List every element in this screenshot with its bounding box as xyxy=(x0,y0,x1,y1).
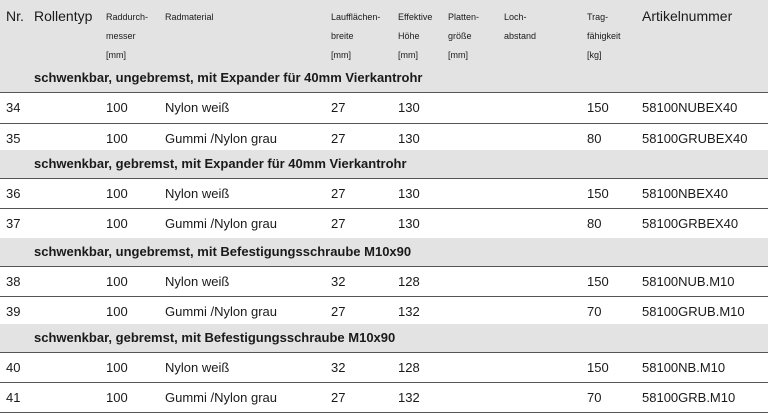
table-header xyxy=(0,0,768,64)
cell-material: Nylon weiß xyxy=(165,360,230,375)
cell-hoehe: 130 xyxy=(398,131,420,146)
cell-nr: 34 xyxy=(6,100,21,115)
section-title: schwenkbar, ungebremst, mit Expander für 40mm Vierkantrohr xyxy=(34,70,423,85)
cell-hoehe: 130 xyxy=(398,100,420,115)
header-effektive-hoehe-line: Höhe xyxy=(398,31,420,41)
header-effektive-hoehe xyxy=(398,8,432,65)
cell-hoehe: 128 xyxy=(398,274,420,289)
cell-artikel: 58100GRBEX40 xyxy=(642,216,739,231)
header-plattengroesse-line: Platten- xyxy=(448,12,480,22)
table-row xyxy=(0,209,768,239)
cell-material: Nylon weiß xyxy=(165,186,230,201)
section-heading xyxy=(0,324,768,352)
cell-artikel: 58100NUB.M10 xyxy=(642,274,735,289)
cell-breite: 32 xyxy=(331,274,346,289)
cell-nr: 38 xyxy=(6,274,21,289)
section-title: schwenkbar, gebremst, mit Expander für 40mm Vierkantrohr xyxy=(34,156,407,171)
table-row xyxy=(0,297,768,327)
table-row xyxy=(0,353,768,383)
cell-material: Gummi /Nylon grau xyxy=(165,304,277,319)
cell-trag: 150 xyxy=(587,360,609,375)
header-raddurchmesser-line: messer xyxy=(106,31,136,41)
header-lochabstand-line: abstand xyxy=(504,31,537,41)
cell-artikel: 58100NB.M10 xyxy=(642,360,726,375)
cell-material: Nylon weiß xyxy=(165,100,230,115)
header-laufflaechenbreite-line: [mm] xyxy=(331,50,351,60)
cell-trag: 70 xyxy=(587,390,602,405)
section-heading xyxy=(0,64,768,92)
section-title: schwenkbar, ungebremst, mit Befestigungsschraube M10x90 xyxy=(34,244,412,259)
header-rollentyp: Rollentyp xyxy=(34,8,93,24)
header-effektive-hoehe-line: [mm] xyxy=(398,50,418,60)
cell-durchmesser: 100 xyxy=(106,304,128,319)
cell-durchmesser: 100 xyxy=(106,216,128,231)
header-nr: Nr. xyxy=(6,8,24,24)
header-raddurchmesser-line: Raddurch- xyxy=(106,12,149,22)
header-plattengroesse xyxy=(448,8,479,65)
section-heading xyxy=(0,238,768,266)
table-row xyxy=(0,93,768,123)
header-tragfaehigkeit xyxy=(587,8,621,65)
cell-artikel: 58100NUBEX40 xyxy=(642,100,738,115)
cell-breite: 27 xyxy=(331,390,346,405)
cell-trag: 150 xyxy=(587,100,609,115)
table-row xyxy=(0,179,768,209)
cell-artikel: 58100NBEX40 xyxy=(642,186,729,201)
header-laufflaechenbreite-line: Laufflächen- xyxy=(331,12,381,22)
cell-breite: 27 xyxy=(331,186,346,201)
cell-hoehe: 130 xyxy=(398,216,420,231)
cell-hoehe: 132 xyxy=(398,304,420,319)
cell-material: Gummi /Nylon grau xyxy=(165,131,277,146)
cell-artikel: 58100GRUBEX40 xyxy=(642,131,748,146)
cell-durchmesser: 100 xyxy=(106,131,128,146)
cell-trag: 80 xyxy=(587,131,602,146)
cell-nr: 37 xyxy=(6,216,21,231)
cell-trag: 150 xyxy=(587,274,609,289)
cell-durchmesser: 100 xyxy=(106,186,128,201)
table-row xyxy=(0,267,768,297)
cell-hoehe: 128 xyxy=(398,360,420,375)
header-plattengroesse-line: [mm] xyxy=(448,50,468,60)
cell-trag: 70 xyxy=(587,304,602,319)
cell-nr: 36 xyxy=(6,186,21,201)
header-laufflaechenbreite-line: breite xyxy=(331,31,354,41)
header-raddurchmesser-line: [mm] xyxy=(106,50,126,60)
cell-nr: 39 xyxy=(6,304,21,319)
header-effektive-hoehe-line: Effektive xyxy=(398,12,433,22)
cell-artikel: 58100GRB.M10 xyxy=(642,390,736,405)
cell-durchmesser: 100 xyxy=(106,360,128,375)
header-plattengroesse-line: größe xyxy=(448,31,472,41)
cell-nr: 41 xyxy=(6,390,21,405)
header-lochabstand-line: Loch- xyxy=(504,12,527,22)
cell-breite: 27 xyxy=(331,304,346,319)
header-lochabstand xyxy=(504,8,536,46)
header-tragfaehigkeit-line: [kg] xyxy=(587,50,602,60)
cell-nr: 40 xyxy=(6,360,21,375)
cell-breite: 32 xyxy=(331,360,346,375)
cell-hoehe: 130 xyxy=(398,186,420,201)
table-row xyxy=(0,383,768,413)
section-heading xyxy=(0,150,768,178)
cell-hoehe: 132 xyxy=(398,390,420,405)
cell-durchmesser: 100 xyxy=(106,390,128,405)
cell-breite: 27 xyxy=(331,100,346,115)
header-raddurchmesser xyxy=(106,8,148,65)
cell-trag: 80 xyxy=(587,216,602,231)
cell-material: Gummi /Nylon grau xyxy=(165,216,277,231)
cell-durchmesser: 100 xyxy=(106,100,128,115)
cell-material: Gummi /Nylon grau xyxy=(165,390,277,405)
header-tragfaehigkeit-line: fähigkeit xyxy=(587,31,621,41)
cell-material: Nylon weiß xyxy=(165,274,230,289)
cell-durchmesser: 100 xyxy=(106,274,128,289)
header-radmaterial xyxy=(165,8,214,27)
cell-nr: 35 xyxy=(6,131,21,146)
cell-artikel: 58100GRUB.M10 xyxy=(642,304,745,319)
cell-breite: 27 xyxy=(331,131,346,146)
row-divider xyxy=(0,412,768,413)
header-radmaterial-line: Radmaterial xyxy=(165,12,214,22)
cell-breite: 27 xyxy=(331,216,346,231)
header-laufflaechenbreite xyxy=(331,8,380,65)
section-title: schwenkbar, gebremst, mit Befestigungsschraube M10x90 xyxy=(34,330,396,345)
cell-trag: 150 xyxy=(587,186,609,201)
header-tragfaehigkeit-line: Trag- xyxy=(587,12,609,22)
header-artikelnummer: Artikelnummer xyxy=(642,8,733,24)
